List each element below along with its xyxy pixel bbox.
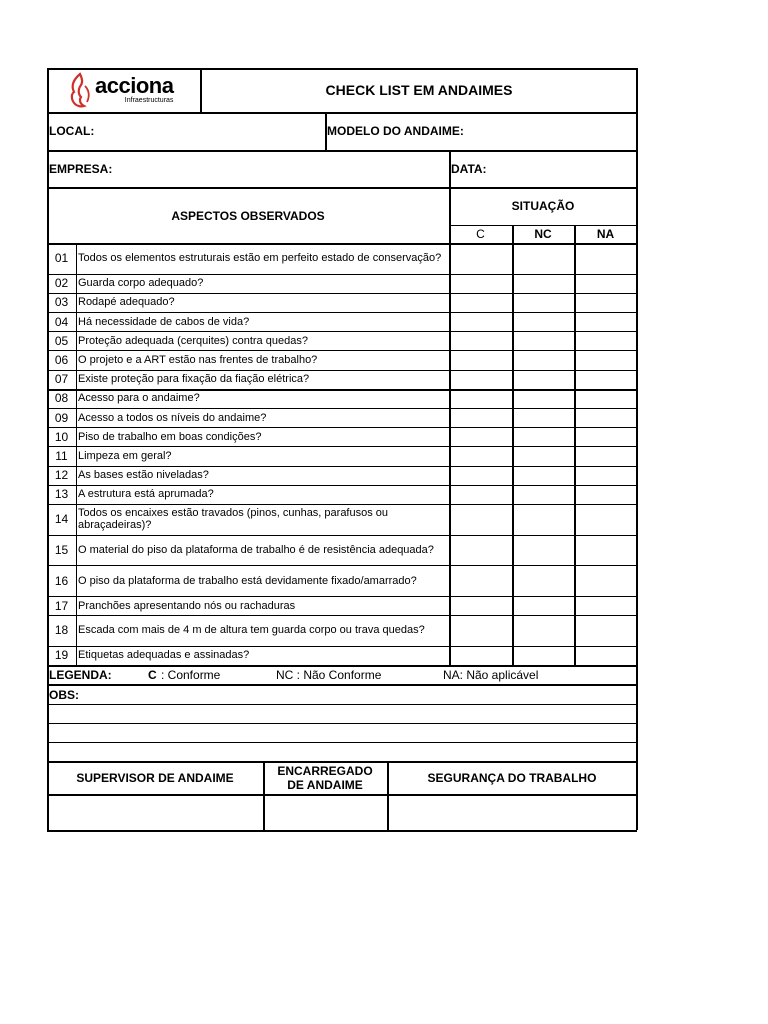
checklist-row (47, 408, 637, 427)
grid-line (47, 150, 637, 152)
item-question: Piso de trabalho em boas condições? (78, 430, 262, 443)
checklist-row (47, 350, 637, 369)
checkbox-cell-nc[interactable] (512, 370, 574, 389)
grid-line (387, 761, 389, 830)
encarregado-line-2: DE ANDAIME (287, 778, 363, 792)
item-number: 06 (54, 352, 69, 367)
grid-line (636, 68, 638, 830)
item-question: O material do piso da plataforma de trabalho é de resistência adequada? (78, 543, 434, 556)
checkbox-cell-nc[interactable] (512, 504, 574, 535)
checkbox-cell-na[interactable] (574, 389, 637, 408)
grid-line (263, 761, 265, 830)
checkbox-cell-nc[interactable] (512, 646, 574, 665)
situacao-header: SITUAÇÃO (511, 199, 575, 213)
checkbox-cell-na[interactable] (574, 331, 637, 350)
checkbox-cell-c[interactable] (449, 646, 512, 665)
checkbox-cell-na[interactable] (574, 446, 637, 465)
grid-line (47, 312, 637, 313)
col-c-header: C (476, 227, 485, 241)
checkbox-cell-nc[interactable] (512, 243, 574, 274)
grid-line (47, 723, 637, 724)
item-number: 03 (54, 295, 69, 310)
checklist-row (47, 485, 637, 504)
checkbox-cell-na[interactable] (574, 535, 637, 566)
item-number: 05 (54, 333, 69, 348)
checklist-row (47, 615, 637, 646)
col-nc-header: NC (534, 227, 552, 241)
grid-line (47, 68, 49, 830)
grid-line (47, 830, 637, 832)
item-number: 07 (54, 372, 69, 387)
checkbox-cell-c[interactable] (449, 370, 512, 389)
grid-line (47, 794, 637, 796)
item-number: 09 (54, 410, 69, 425)
checkbox-cell-nc[interactable] (512, 274, 574, 293)
data-field-label: DATA: (451, 161, 487, 176)
item-question: Proteção adequada (cerquites) contra quedas? (78, 334, 308, 347)
checkbox-cell-nc[interactable] (512, 446, 574, 465)
grid-line (47, 466, 637, 467)
checkbox-cell-c[interactable] (449, 596, 512, 615)
checkbox-cell-na[interactable] (574, 596, 637, 615)
checkbox-cell-c[interactable] (449, 615, 512, 646)
checkbox-cell-nc[interactable] (512, 535, 574, 566)
grid-line (76, 243, 77, 665)
checkbox-cell-nc[interactable] (512, 466, 574, 485)
checkbox-cell-c[interactable] (449, 446, 512, 465)
checkbox-cell-c[interactable] (449, 485, 512, 504)
item-number: 10 (54, 429, 69, 444)
legend-c-text: : Conforme (161, 668, 221, 682)
empresa-field-label: EMPRESA: (49, 161, 113, 176)
checkbox-cell-na[interactable] (574, 615, 637, 646)
checkbox-cell-na[interactable] (574, 646, 637, 665)
checkbox-cell-nc[interactable] (512, 485, 574, 504)
checklist-row (47, 370, 637, 389)
legend-c-code: C (148, 668, 157, 682)
col-na-header: NA (596, 227, 615, 241)
checklist-row (47, 293, 637, 312)
aspectos-header: ASPECTOS OBSERVADOS (171, 209, 325, 223)
checklist-row (47, 446, 637, 465)
grid-line (47, 665, 637, 667)
item-number: 12 (54, 468, 69, 483)
logo-name: acciona (95, 73, 174, 98)
item-question: Todos os elementos estruturais estão em perfeito estado de conservação? (78, 252, 442, 265)
checkbox-cell-na[interactable] (574, 466, 637, 485)
grid-line (512, 225, 514, 665)
grid-line (47, 704, 637, 705)
item-number: 11 (55, 448, 68, 463)
item-question: As bases estão niveladas? (78, 469, 209, 482)
grid-line (47, 187, 637, 189)
local-field-label: LOCAL: (49, 124, 95, 138)
item-number: 17 (54, 598, 69, 613)
obs-label: OBS: (49, 687, 79, 702)
item-question: Acesso para o andaime? (78, 392, 200, 405)
checklist-row (47, 243, 637, 274)
item-question: A estrutura está aprumada? (78, 488, 214, 501)
acciona-flame-icon (67, 72, 93, 108)
checklist-row (47, 504, 637, 535)
grid-line (47, 370, 637, 371)
encarregado-signature-box[interactable] (263, 794, 387, 830)
grid-line (47, 389, 637, 391)
checkbox-cell-na[interactable] (574, 370, 637, 389)
grid-line (449, 187, 451, 665)
grid-line (47, 68, 637, 70)
grid-line (449, 150, 451, 187)
grid-line (47, 293, 637, 294)
checkbox-cell-nc[interactable] (512, 565, 574, 596)
encarregado-line-1: ENCARREGADO (277, 764, 373, 778)
checkbox-cell-nc[interactable] (512, 312, 574, 331)
grid-line (47, 350, 637, 351)
item-number: 18 (54, 623, 69, 638)
grid-line (47, 596, 637, 597)
checkbox-cell-nc[interactable] (512, 293, 574, 312)
checkbox-cell-c[interactable] (449, 389, 512, 408)
grid-line (47, 646, 637, 647)
checkbox-cell-nc[interactable] (512, 408, 574, 427)
item-question: O projeto e a ART estão nas frentes de trabalho? (78, 353, 318, 366)
checkbox-cell-na[interactable] (574, 485, 637, 504)
item-question: Há necessidade de cabos de vida? (78, 315, 250, 328)
item-question: Todos os encaixes estão travados (pinos, cunhas, parafusos ou abraçadeiras)? (78, 507, 389, 532)
checkbox-cell-c[interactable] (449, 408, 512, 427)
item-number: 16 (54, 573, 69, 588)
modelo-field-label: MODELO DO ANDAIME: (327, 124, 464, 138)
checkbox-cell-na[interactable] (574, 408, 637, 427)
checkbox-cell-c[interactable] (449, 504, 512, 535)
grid-line (47, 761, 637, 763)
item-question: O piso da plataforma de trabalho está devidamente fixado/amarrado? (78, 574, 417, 587)
grid-line (47, 274, 637, 275)
grid-line (47, 504, 637, 505)
encarregado-signature-label (263, 762, 387, 794)
checkbox-cell-c[interactable] (449, 535, 512, 566)
checkbox-cell-c[interactable] (449, 312, 512, 331)
checkbox-cell-c[interactable] (449, 274, 512, 293)
seguranca-signature-box[interactable] (387, 794, 637, 830)
checkbox-cell-na[interactable] (574, 243, 637, 274)
checklist-row (47, 427, 637, 446)
item-question: Pranchões apresentando nós ou rachaduras (78, 599, 296, 612)
grid-line (47, 565, 637, 566)
checkbox-cell-nc[interactable] (512, 331, 574, 350)
grid-line (574, 225, 576, 665)
item-question: Rodapé adequado? (78, 296, 175, 309)
checkbox-cell-na[interactable] (574, 274, 637, 293)
checkbox-cell-nc[interactable] (512, 350, 574, 369)
logo-subtitle: Infraestructuras (124, 97, 174, 104)
item-number: 13 (54, 487, 69, 502)
checkbox-cell-nc[interactable] (512, 596, 574, 615)
grid-line (449, 225, 637, 226)
item-question: Etiquetas adequadas e assinadas? (78, 649, 250, 662)
supervisor-signature-label: SUPERVISOR DE ANDAIME (76, 771, 234, 785)
checkbox-cell-na[interactable] (574, 350, 637, 369)
item-number: 15 (54, 542, 69, 557)
checkbox-cell-na[interactable] (574, 427, 637, 446)
grid-line (47, 331, 637, 332)
legend-label: LEGENDA: (49, 668, 112, 682)
checklist-row (47, 331, 637, 350)
checkbox-cell-nc[interactable] (512, 427, 574, 446)
grid-line (47, 615, 637, 616)
checkbox-cell-c[interactable] (449, 565, 512, 596)
item-question: Acesso a todos os níveis do andaime? (78, 411, 267, 424)
checkbox-cell-c[interactable] (449, 427, 512, 446)
grid-line (47, 485, 637, 486)
grid-line (47, 112, 637, 114)
item-question: Guarda corpo adequado? (78, 277, 204, 290)
legend-na: NA: Não aplicável (443, 668, 539, 682)
checkbox-cell-c[interactable] (449, 350, 512, 369)
item-number: 02 (54, 276, 69, 291)
checklist-row (47, 312, 637, 331)
item-number: 14 (54, 512, 69, 527)
seguranca-signature-label: SEGURANÇA DO TRABALHO (427, 771, 597, 785)
checkbox-cell-na[interactable] (574, 293, 637, 312)
grid-line (47, 427, 637, 428)
grid-line (47, 243, 637, 245)
item-question: Limpeza em geral? (78, 449, 172, 462)
item-number: 19 (54, 648, 69, 663)
checklist-row (47, 596, 637, 615)
checklist-row (47, 274, 637, 293)
checkbox-cell-na[interactable] (574, 312, 637, 331)
checkbox-cell-c[interactable] (449, 293, 512, 312)
grid-line (47, 446, 637, 447)
checkbox-cell-c[interactable] (449, 466, 512, 485)
checklist-row (47, 565, 637, 596)
item-number: 08 (54, 391, 69, 406)
grid-line (47, 408, 637, 409)
grid-line (47, 742, 637, 743)
company-logo (47, 68, 201, 112)
item-number: 04 (54, 314, 69, 329)
grid-line (47, 535, 637, 536)
checklist-row (47, 646, 637, 665)
checkbox-cell-na[interactable] (574, 565, 637, 596)
grid-line (47, 684, 637, 686)
checkbox-cell-na[interactable] (574, 504, 637, 535)
supervisor-signature-box[interactable] (47, 794, 263, 830)
item-question: Existe proteção para fixação da fiação elétrica? (78, 373, 310, 386)
item-number: 01 (54, 251, 69, 266)
checkbox-cell-nc[interactable] (512, 615, 574, 646)
checkbox-cell-nc[interactable] (512, 389, 574, 408)
checkbox-cell-c[interactable] (449, 243, 512, 274)
item-question: Escada com mais de 4 m de altura tem guarda corpo ou trava quedas? (78, 624, 425, 637)
checklist-row (47, 466, 637, 485)
form-title: CHECK LIST EM ANDAIMES (325, 82, 513, 98)
grid-line (200, 68, 202, 112)
checklist-row (47, 389, 637, 408)
legend-nc: NC : Não Conforme (276, 668, 382, 682)
checklist-row (47, 535, 637, 566)
checkbox-cell-c[interactable] (449, 331, 512, 350)
grid-line (325, 112, 327, 150)
